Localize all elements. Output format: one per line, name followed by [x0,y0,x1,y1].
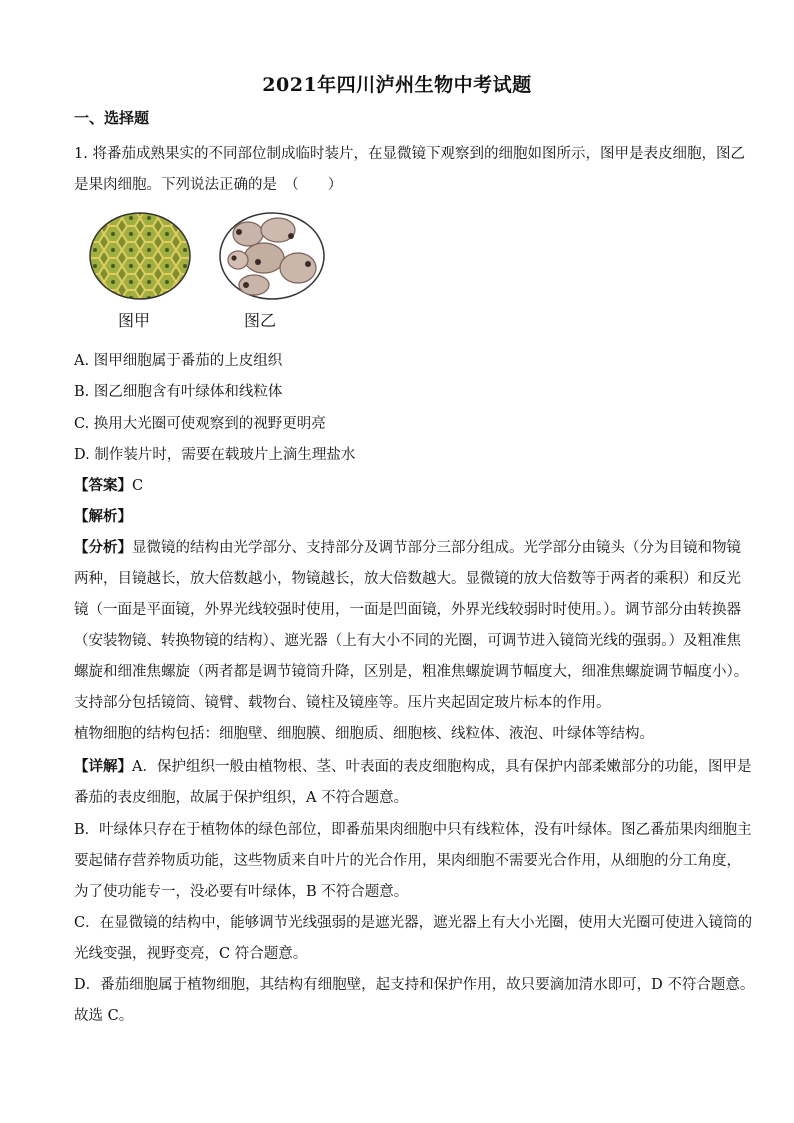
cell-figure [86,210,346,335]
analysis-line-text: 螺旋和细准焦螺旋（两者都是调节镜筒升降，区别是，粗准焦螺旋调节幅度大，细准焦螺旋调节幅度小）。 [74,664,749,680]
detail-line [74,818,752,839]
answer-label: 【答案】 [74,477,132,494]
detail-line-text: 光线变强，视野变亮，C 符合题意。 [74,946,308,962]
answer-line [74,474,724,495]
detail-line-text: 要起储存营养物质功能，这些物质来自叶片的光合作用，果肉细胞不需要光合作用，从细胞的分工角度， [74,853,741,869]
option-b: B. 图乙细胞含有叶绿体和线粒体 [74,384,283,400]
final-choice-text: 故选 C。 [74,1008,134,1024]
analysis-line [74,660,749,681]
analysis-line-text: （安装物镜、转换物镜的结构）、遮光器（上有大小不同的光圈，可调节进入镜筒光线的强弱。）及粗准焦 [74,633,741,649]
analysis-line [74,567,741,588]
figure-jia-epidermis-cells [90,213,190,299]
analysis-line-text: 镜（一面是平面镜，外界光线较强时使用，一面是凹面镜，外界光线较弱时时使用。）。调节部分由转换器 [74,602,741,618]
question-line-1: 1. 将番茄成熟果实的不同部位制成临时装片，在显微镜下观察到的细胞如图所示，图甲是表皮细胞，图乙 [74,146,745,162]
figure-caption-yi: 图乙 [244,311,277,330]
analysis-line-label: 【分析】 [74,539,132,556]
analysis-line-text: 植物细胞的结构包括：细胞壁、细胞膜、细胞质、细胞核、线粒体、液泡、叶绿体等结构。 [74,726,654,742]
analysis-line-text: 支持部分包括镜筒、镜臂、载物台、镜柱及镜座等。压片夹起固定玻片标本的作用。 [74,695,611,711]
detail-line-text: A．保护组织一般由植物根、茎、叶表面的表皮细胞构成，具有保护内部柔嫩部分的功能，图甲是 [132,759,752,775]
detail-line [74,911,753,932]
detail-line [74,786,724,807]
detail-line [74,880,724,901]
detail-line-text: 为了使功能专一，没必要有叶绿体，B 不符合题意。 [74,884,409,900]
option-d: D. 制作装片时，需要在载玻片上滴生理盐水 [74,447,356,463]
analysis-line [74,536,741,557]
detail-line [74,973,755,994]
question-line-2: 是果肉细胞。下列说法正确的是 （ ） [74,177,343,193]
page-title: 2021年四川泸州生物中考试题 [262,74,532,96]
option-a: A. 图甲细胞属于番茄的上皮组织 [74,353,283,369]
analysis-line [74,629,741,650]
section-heading: 一、选择题 [74,109,150,127]
detail-line-text: 番茄的表皮细胞，故属于保护组织，A 不符合题意。 [74,790,409,806]
analysis-line [74,691,724,712]
detail-line-label: 【详解】 [74,758,132,775]
analysis-line [74,598,741,619]
detail-line-text: C．在显微镜的结构中，能够调节光线强弱的是遮光器，遮光器上有大小光圈，使用大光圈可使进入镜筒的 [74,915,753,931]
analysis-heading: 【解析】 [74,508,132,525]
detail-line-text: D．番茄细胞属于植物细胞，其结构有细胞壁，起支持和保护作用，故只要滴加清水即可，D 不符合题意。 [74,977,755,993]
detail-line [74,849,741,870]
analysis-line-text: 显微镜的结构由光学部分、支持部分及调节部分三部分组成。光学部分由镜头（分为目镜和物镜 [132,540,741,556]
detail-line [74,942,724,963]
figure-caption-jia: 图甲 [118,311,151,330]
option-c: C. 换用大光圈可使观察到的视野更明亮 [74,416,326,432]
final-choice-line [74,1004,724,1025]
analysis-line-text: 两种，目镜越长，放大倍数越小，物镜越长，放大倍数越大。显微镜的放大倍数等于两者的乘积）和反光 [74,571,741,587]
detail-line [74,755,752,776]
analysis-line [74,722,724,743]
answer-value: C [132,478,144,494]
cell-figure-illustration [86,210,346,310]
detail-line-text: B．叶绿体只存在于植物体的绿色部位，即番茄果肉细胞中只有线粒体，没有叶绿体。图乙番茄果肉细胞主 [74,822,752,838]
